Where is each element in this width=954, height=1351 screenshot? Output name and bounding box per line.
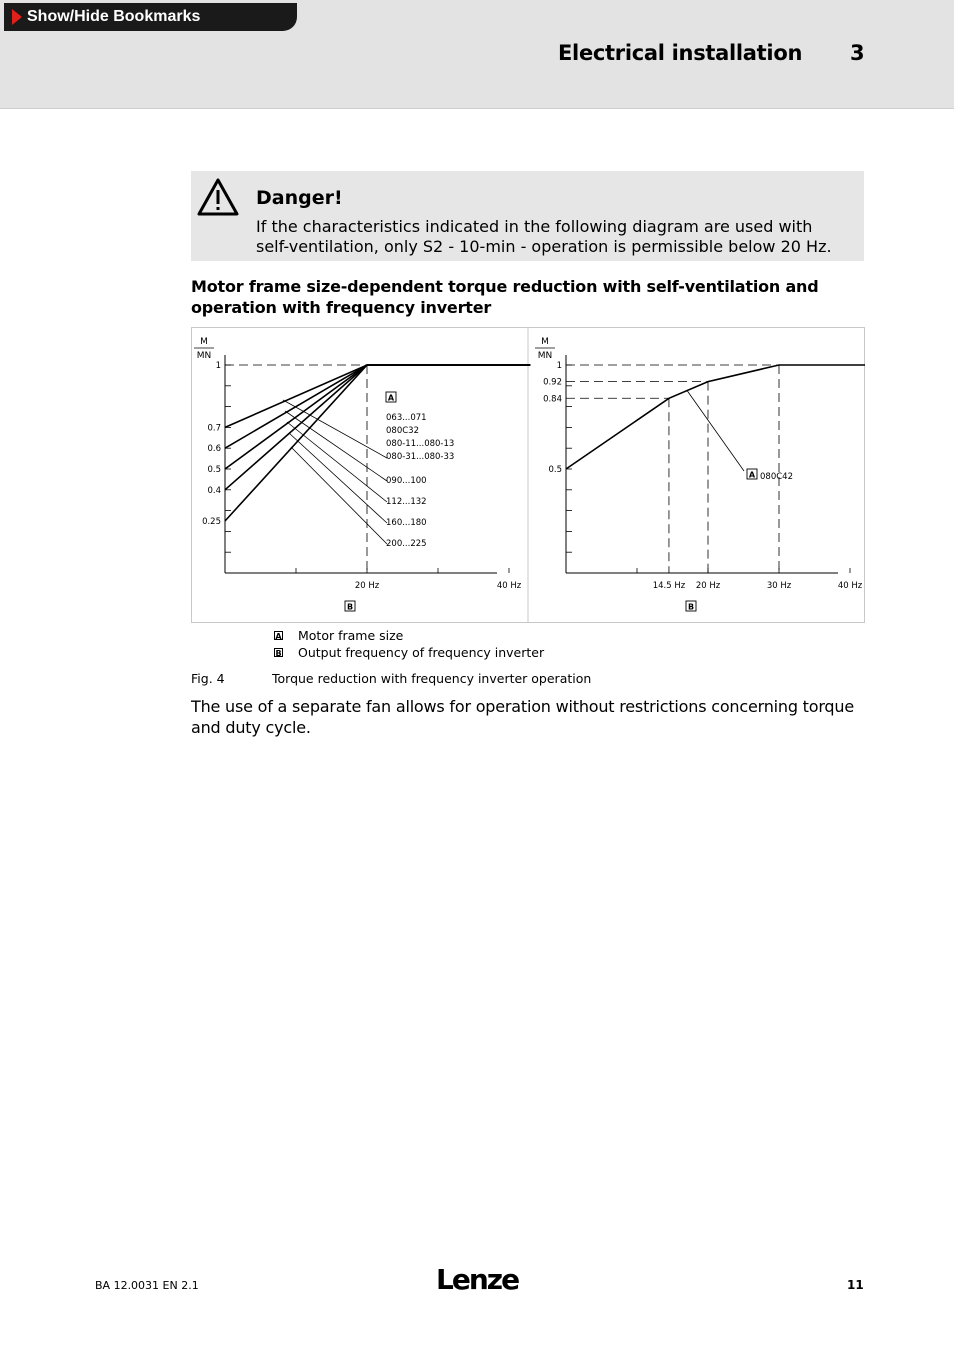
x-tick-label: 30 Hz [766,581,792,591]
x-tick-label: 40 Hz [496,581,522,591]
y-tick-label: 0.5 [207,465,221,475]
danger-text [256,217,856,257]
show-hide-bookmarks-button[interactable] [4,3,297,31]
y-axis-label-denominator: MN [537,351,553,361]
chart-right [535,337,865,612]
legend-key: B [275,649,282,658]
y-tick-label: 1 [556,361,562,371]
y-axis-label-numerator: M [541,337,549,347]
y-tick-label: 0.5 [548,465,562,475]
y-tick-label: 0.4 [207,485,221,496]
series-line [225,365,530,469]
series-label: 080C42 [760,472,793,482]
torque-figure [191,327,865,623]
lenze-logo: Lenze [436,1263,519,1296]
series-line [225,365,530,427]
series-label: 200...225 [386,539,427,549]
series-label: 112...132 [386,497,427,507]
warning-icon [196,177,240,217]
chart-left [194,337,530,612]
series-label: 090...100 [386,476,427,486]
y-tick-label: 0.6 [207,444,221,455]
y-axis-label-numerator: M [200,337,208,347]
x-tick-label: 20 Hz [695,581,721,591]
figure-caption-text: Torque reduction with frequency inverter operation [272,671,592,686]
legend-row [274,644,544,661]
series-label: 080-31...080-33 [386,452,455,462]
label-leader [291,447,387,544]
chapter-number: 3 [850,41,865,65]
legend-text: Motor frame size [298,628,404,643]
bookmark-label: Show/Hide Bookmarks [27,8,201,25]
triangle-right-icon [12,9,22,25]
figure-number: Fig. 4 [191,671,225,686]
body-paragraph: The use of a separate fan allows for operation without restrictions concerning torque and duty cycle. [191,697,854,737]
y-tick-label: 0.25 [202,517,221,527]
x-tick-label: 14.5 Hz [652,581,686,591]
label-leader [687,390,744,471]
series-label: 080-11...080-13 [386,439,455,449]
y-tick-label: 0.84 [543,394,562,405]
y-tick-label: 1 [215,361,221,371]
series-label: 080C32 [386,426,419,436]
series-label: 063...071 [386,413,427,423]
legend-key: A [275,632,282,641]
marker-b: B [687,602,695,612]
label-leader [287,422,387,502]
figure-legend [274,627,544,661]
document-id: BA 12.0031 EN 2.1 [95,1279,199,1292]
x-tick-label: 20 Hz [354,581,380,591]
section-heading: Motor frame size-dependent torque reduction with self-ventilation and operation with frequency inverter [191,277,819,317]
section-title: Electrical installation [558,41,803,65]
page-number: 11 [847,1278,864,1292]
y-axis-label-denominator: MN [196,351,212,361]
series-line [225,365,530,521]
y-tick-label: 0.92 [543,377,562,388]
danger-line: If the characteristics indicated in the following diagram are used with [256,217,813,236]
label-leader [285,411,387,481]
danger-title: Danger! [256,187,343,209]
marker-a: A [387,393,395,403]
marker-a: A [748,470,756,480]
label-leader [283,400,387,458]
series-label: 160...180 [386,518,427,528]
marker-b: B [346,602,354,612]
danger-line: self-ventilation, only S2 - 10-min - operation is permissible below 20 Hz. [256,237,832,256]
danger-notice [191,171,864,261]
legend-text: Output frequency of frequency inverter [298,645,545,660]
label-leader [289,433,387,523]
x-tick-label: 40 Hz [837,581,863,591]
y-tick-label: 0.7 [207,423,221,434]
series-line [566,365,865,469]
legend-row [274,627,544,644]
